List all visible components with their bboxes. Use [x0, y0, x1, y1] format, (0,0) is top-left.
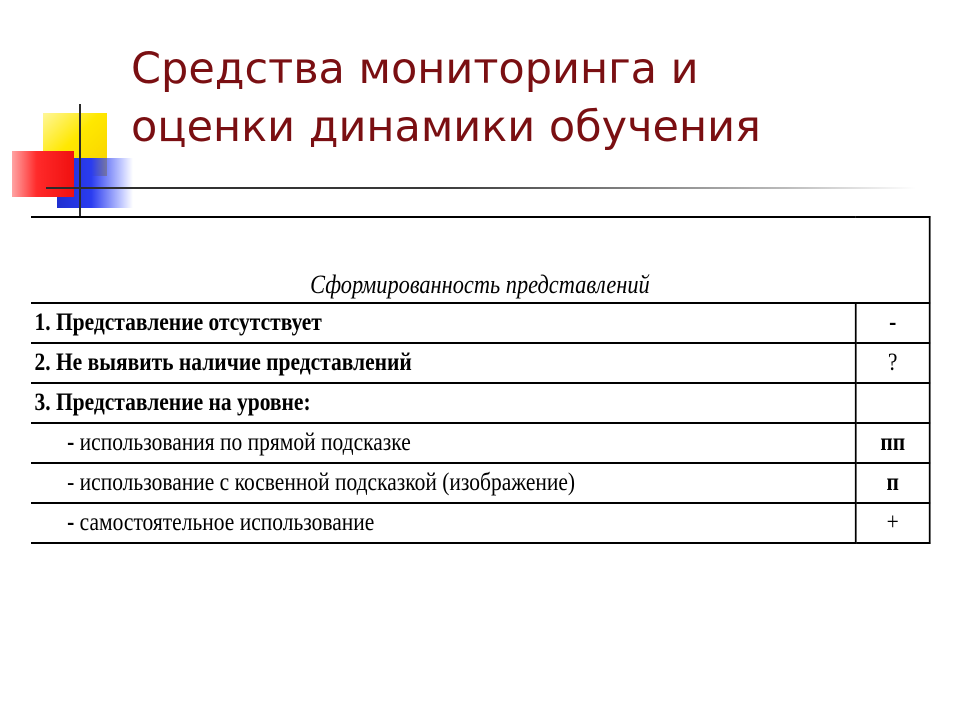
- assessment-table: [31, 216, 931, 544]
- row-value: пп: [856, 423, 930, 463]
- table-row: [31, 463, 930, 503]
- table-row: [31, 383, 930, 423]
- row-dash: -: [67, 469, 75, 496]
- row-label: 2. Не выявить наличие представлений: [31, 343, 856, 383]
- table-header-row: [31, 217, 930, 303]
- row-label-cell: [31, 463, 856, 503]
- row-value: [856, 383, 930, 423]
- table-row: [31, 343, 930, 383]
- row-value: -: [856, 303, 930, 343]
- row-value: +: [856, 503, 930, 543]
- decor-red-square: [12, 151, 74, 197]
- row-dash: -: [67, 429, 75, 456]
- row-label: использования по прямой подсказке: [74, 429, 411, 456]
- row-dash: -: [67, 509, 75, 536]
- row-label: самостоятельное использование: [74, 509, 375, 536]
- slide-title-line-1: Средства мониторинга и: [131, 44, 699, 94]
- row-value: п: [856, 463, 930, 503]
- table-row: [31, 423, 930, 463]
- decor-vertical-line: [79, 104, 81, 216]
- table-header: Сформированность представлений: [31, 217, 930, 303]
- slide-title: [131, 40, 931, 156]
- row-label-cell: [31, 503, 856, 543]
- row-label: 3. Представление на уровне:: [31, 383, 856, 423]
- table-row: [31, 303, 930, 343]
- decor-horizontal-line: [46, 187, 916, 189]
- row-label: 1. Представление отсутствует: [31, 303, 856, 343]
- row-label: использование с косвенной подсказкой (изображение): [74, 469, 576, 496]
- row-value: ?: [856, 343, 930, 383]
- table-row: [31, 503, 930, 543]
- slide-title-line-2: оценки динамики обучения: [131, 102, 761, 152]
- row-label-cell: [31, 423, 856, 463]
